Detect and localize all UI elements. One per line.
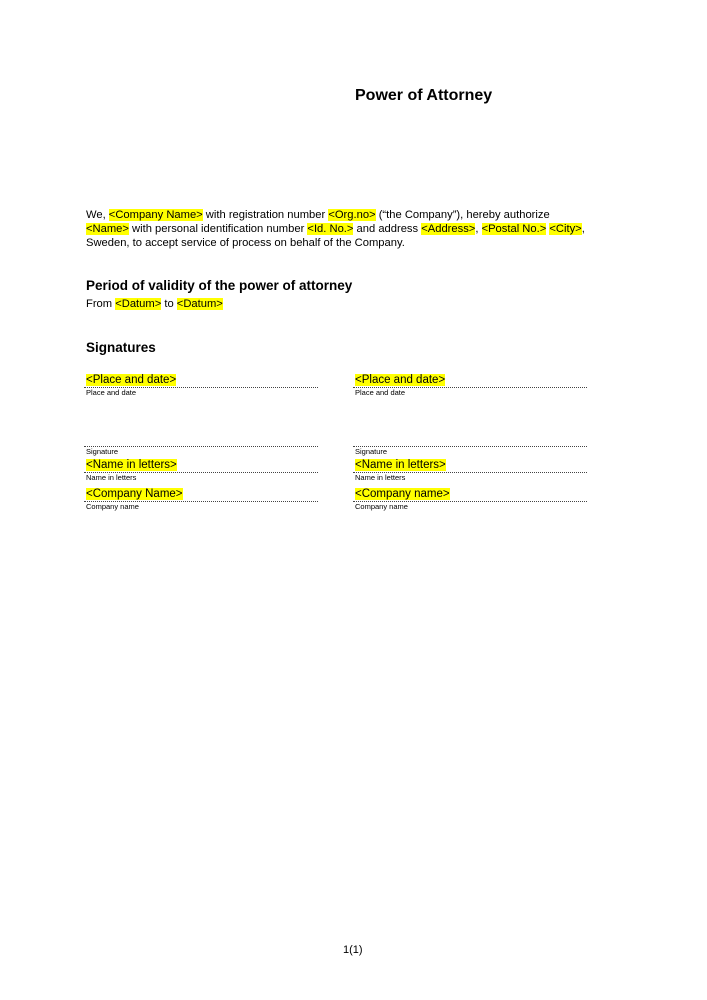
intro-text: , [581, 223, 585, 235]
company-name-field [353, 487, 587, 511]
name-in-letters-placeholder: <Name in letters> [86, 459, 177, 471]
document-title-text: Power of Attorney [355, 87, 493, 104]
signatures-heading: Signatures [86, 340, 156, 355]
place-date-caption: Place and date [86, 388, 137, 397]
name-in-letters-value [353, 458, 587, 472]
name-in-letters-caption: Name in letters [355, 473, 406, 482]
intro-text: with personal identification number [128, 223, 308, 235]
company-name-field [84, 487, 318, 511]
place-date-value [353, 373, 587, 387]
intro-text: and address [353, 223, 422, 235]
name-placeholder: <Name> [86, 223, 129, 235]
intro-paragraph [86, 208, 626, 250]
place-date-caption: Place and date [355, 388, 406, 397]
company-name-caption: Company name [86, 502, 139, 511]
validity-period [86, 297, 223, 311]
validity-heading: Period of validity of the power of attorney [86, 278, 353, 293]
company-name-placeholder: <Company Name> [108, 209, 203, 221]
name-in-letters-value [84, 458, 318, 472]
intro-text: (“the Company”), hereby authorize [375, 209, 550, 221]
name-in-letters-field [353, 458, 587, 482]
intro-text: We, [86, 209, 109, 221]
intro-text: , [475, 223, 482, 235]
to-label: to [161, 298, 177, 310]
signature-caption: Signature [86, 447, 119, 456]
company-name-value [353, 487, 587, 501]
intro-line-3: Sweden, to accept service of process on behalf of the Company. [86, 237, 405, 249]
name-in-letters-caption: Name in letters [86, 473, 137, 482]
page-number: 1(1) [343, 944, 363, 956]
name-in-letters-placeholder: <Name in letters> [355, 459, 446, 471]
postal-no-placeholder: <Postal No.> [481, 223, 547, 235]
company-name-value [84, 487, 318, 501]
address-placeholder: <Address> [421, 223, 476, 235]
signature-space [84, 432, 318, 446]
company-name-sig-placeholder: <Company Name> [86, 488, 183, 500]
company-name-caption: Company name [355, 502, 408, 511]
name-in-letters-field [84, 458, 318, 482]
signature-space [353, 432, 587, 446]
signature-caption: Signature [355, 447, 388, 456]
from-date-placeholder: <Datum> [115, 298, 162, 310]
company-name-sig-placeholder: <Company name> [355, 488, 450, 500]
from-label: From [86, 298, 116, 310]
org-no-placeholder: <Org.no> [328, 209, 376, 221]
intro-line-2 [86, 222, 626, 236]
id-no-placeholder: <Id. No.> [307, 223, 354, 235]
place-date-placeholder: <Place and date> [355, 374, 446, 386]
intro-line-1 [86, 208, 626, 222]
place-date-placeholder: <Place and date> [86, 374, 177, 386]
to-date-placeholder: <Datum> [176, 298, 223, 310]
intro-text: with registration number [202, 209, 329, 221]
place-date-field [84, 373, 318, 397]
place-date-value [84, 373, 318, 387]
city-placeholder: <City> [549, 223, 582, 235]
signature-field [84, 432, 318, 456]
place-date-field [353, 373, 587, 397]
signature-field [353, 432, 587, 456]
